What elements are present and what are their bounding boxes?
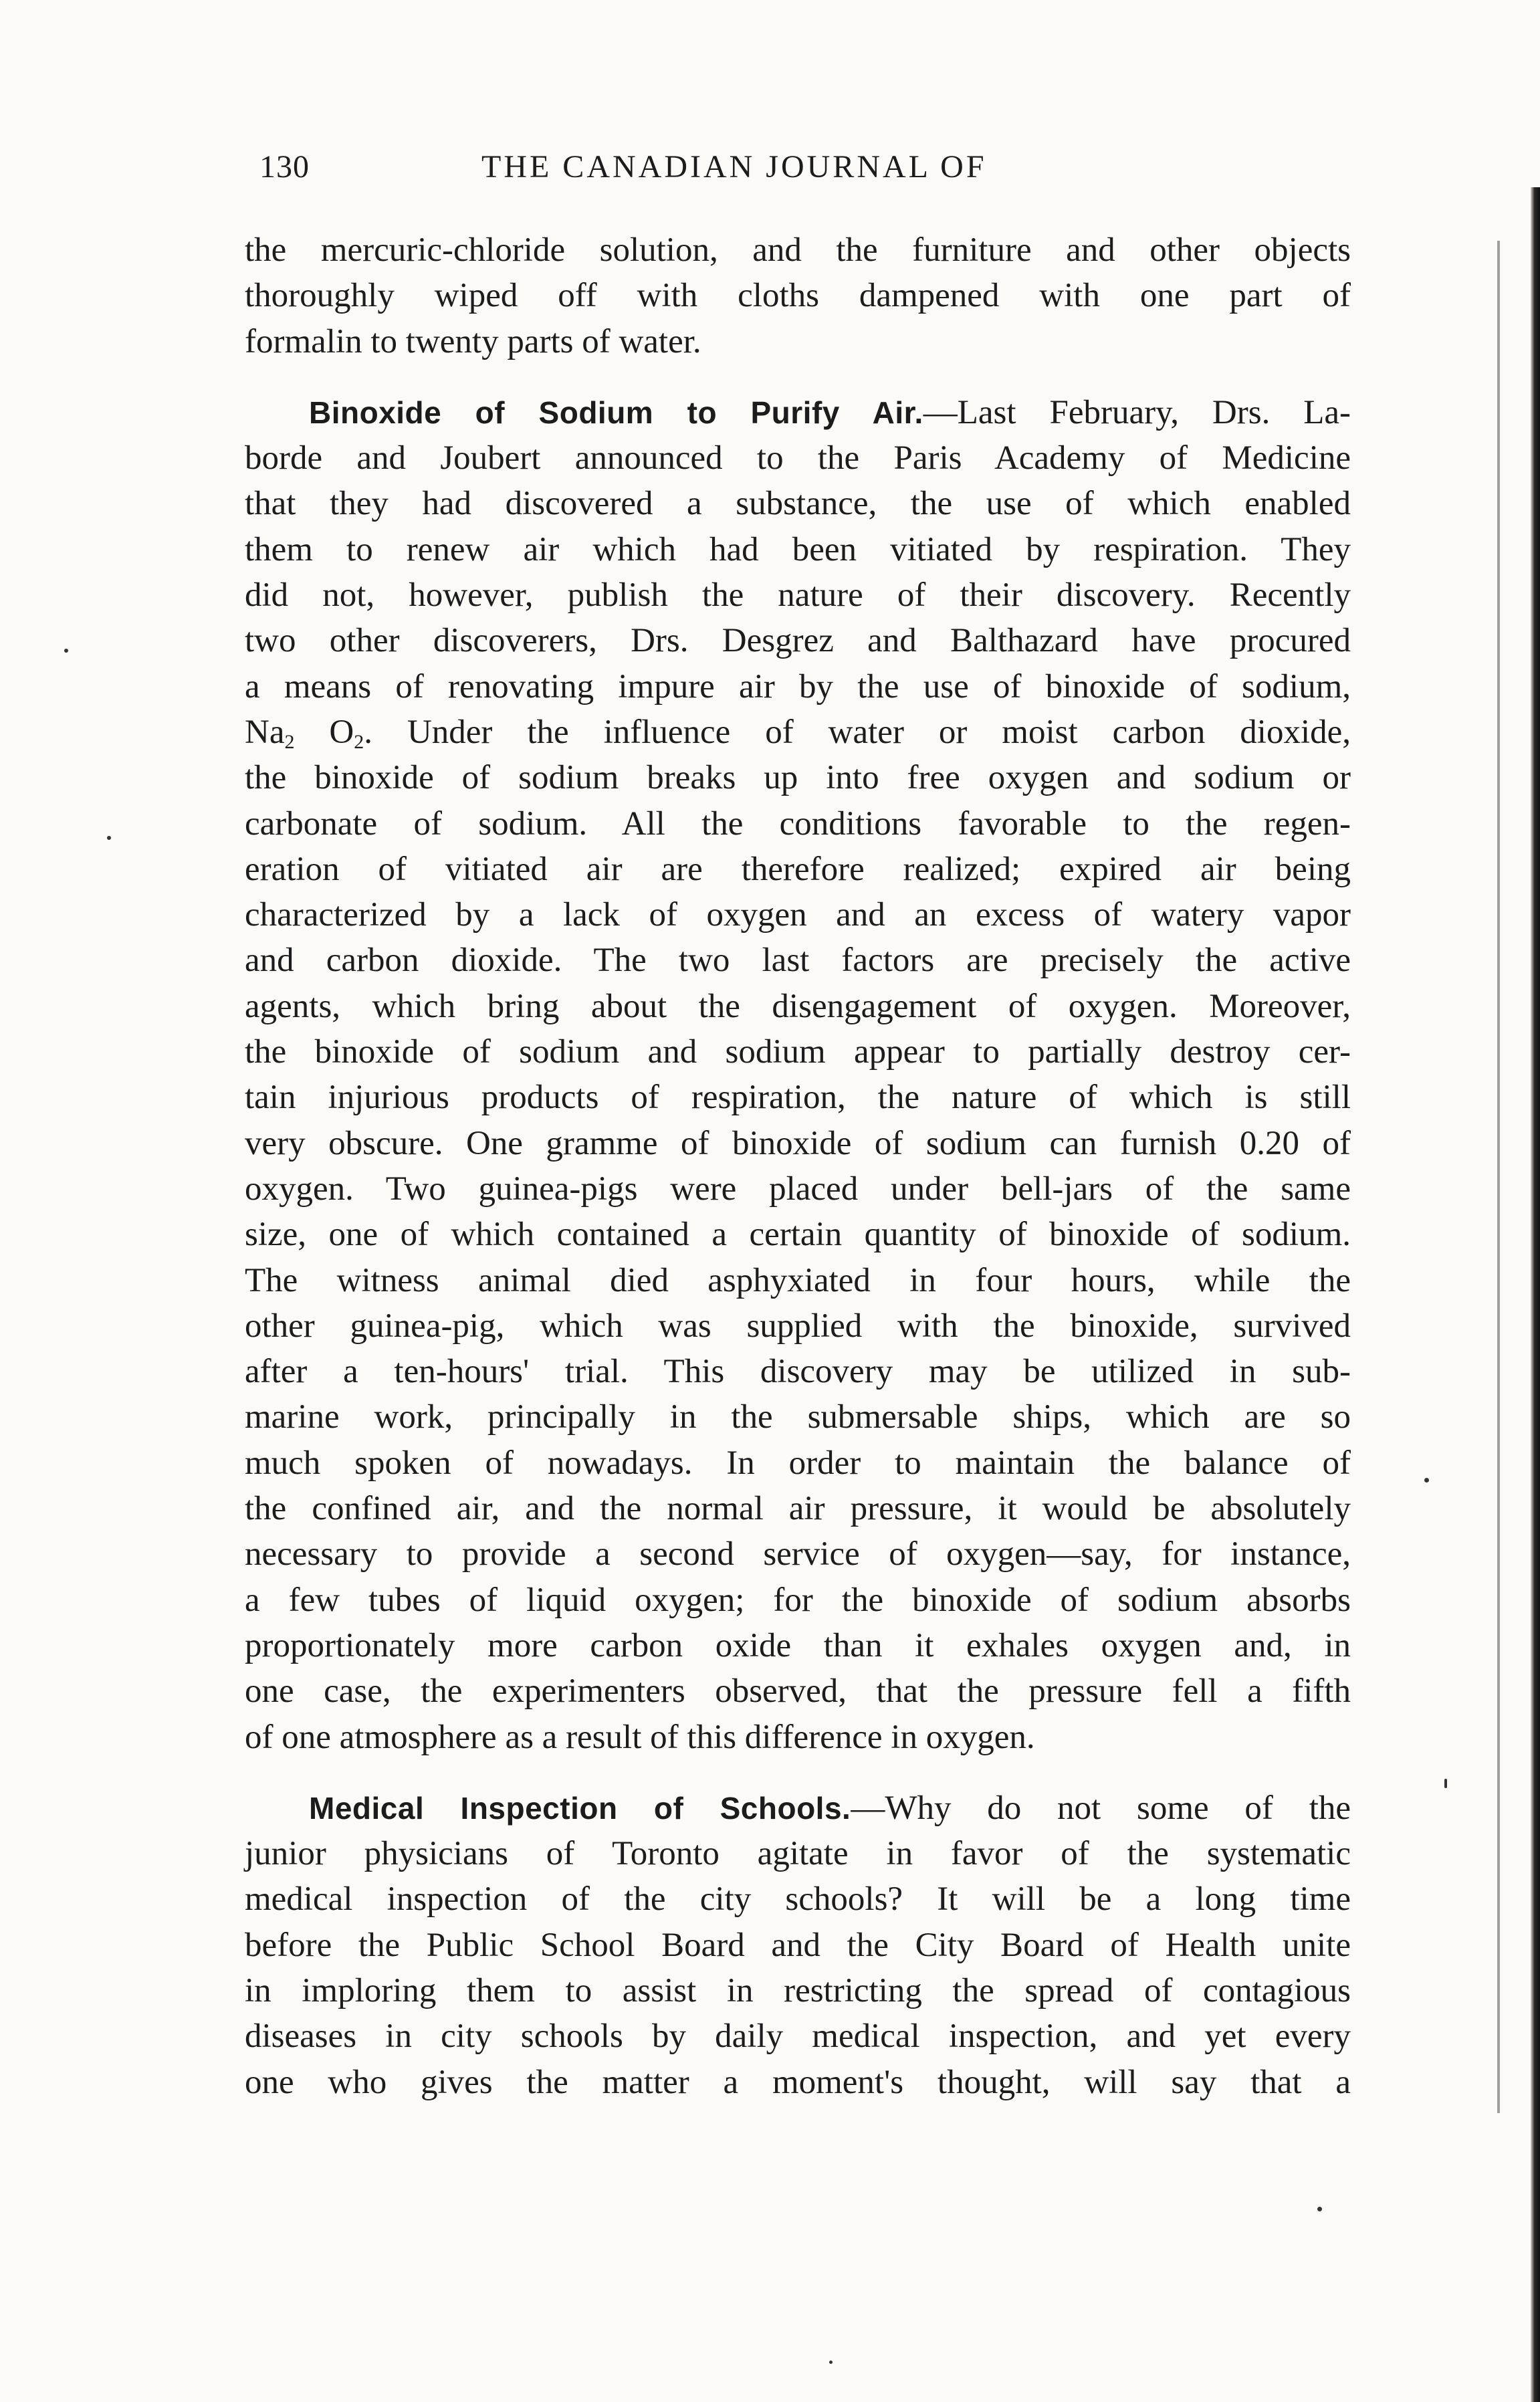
text-line: other guinea-pig, which was supplied with the binoxide, survived bbox=[245, 1307, 1351, 1345]
scan-speck bbox=[107, 836, 111, 840]
scan-speck bbox=[1317, 2207, 1322, 2211]
text-line: tain injurious products of respiration, the nature of which is still bbox=[245, 1079, 1351, 1117]
text-run: —Why do not some of the bbox=[851, 1789, 1351, 1827]
text-line: The witness animal died asphyxiated in four hours, while the bbox=[245, 1261, 1351, 1299]
text-line: marine work, principally in the submersable ships, which are so bbox=[245, 1398, 1351, 1436]
paragraph-medical-inspection bbox=[245, 1785, 1351, 2105]
text-line: necessary to provide a second service of oxygen—say, for instance, bbox=[245, 1535, 1351, 1573]
text-line bbox=[245, 1785, 1351, 1831]
text-line: oxygen. Two guinea-pigs were placed under bell-jars of the same bbox=[245, 1170, 1351, 1208]
text-line: one who gives the matter a moment's thought, will say that a bbox=[245, 2063, 1351, 2101]
text-line: junior physicians of Toronto agitate in favor of the systematic bbox=[245, 1835, 1351, 1873]
text-line-formula bbox=[245, 709, 1351, 755]
text-line: before the Public School Board and the City Board of Health unite bbox=[245, 1926, 1351, 1964]
section-heading-medical-inspection: Medical Inspection of Schools. bbox=[309, 1790, 851, 1826]
text-line: characterized by a lack of oxygen and an excess of watery vapor bbox=[245, 896, 1351, 934]
formula-subscript: 2 bbox=[284, 730, 295, 753]
text-line: one case, the experimenters observed, that the pressure fell a fifth bbox=[245, 1672, 1351, 1711]
text-line: a few tubes of liquid oxygen; for the binoxide of sodium absorbs bbox=[245, 1581, 1351, 1619]
text-line: eration of vitiated air are therefore realized; expired air being bbox=[245, 850, 1351, 888]
article-body bbox=[245, 227, 1351, 2105]
text-line: formalin to twenty parts of water. bbox=[245, 322, 701, 360]
text-line: borde and Joubert announced to the Paris Academy of Medicine bbox=[245, 439, 1351, 477]
text-line: a means of renovating impure air by the use of binoxide of sodium, bbox=[245, 667, 1351, 705]
paragraph-binoxide-of-sodium bbox=[245, 390, 1351, 1760]
page-gutter-shadow bbox=[1497, 241, 1500, 2113]
text-line: the mercuric-chloride solution, and the furniture and other objects bbox=[245, 231, 1351, 269]
text-line: much spoken of nowadays. In order to maintain the balance of bbox=[245, 1444, 1351, 1482]
text-line: carbonate of sodium. All the conditions favorable to the regen- bbox=[245, 804, 1351, 843]
scan-speck bbox=[1444, 1779, 1447, 1788]
text-line: after a ten-hours' trial. This discovery may be utilized in sub- bbox=[245, 1353, 1351, 1391]
text-line: and carbon dioxide. The two last factors are precisely the active bbox=[245, 942, 1351, 980]
text-line: medical inspection of the city schools? It will be a long time bbox=[245, 1880, 1351, 1919]
page-number: 130 bbox=[259, 149, 310, 185]
running-head: THE CANADIAN JOURNAL OF bbox=[481, 149, 987, 185]
text-line: the binoxide of sodium and sodium appear to partially destroy cer- bbox=[245, 1033, 1351, 1071]
text-line: diseases in city schools by daily medical inspection, and yet every bbox=[245, 2017, 1351, 2056]
scan-speck bbox=[1424, 1478, 1429, 1483]
text-line: did not, however, publish the nature of their discovery. Recently bbox=[245, 576, 1351, 615]
formula-na: Na bbox=[245, 713, 285, 751]
text-line: agents, which bring about the disengagement of oxygen. Moreover, bbox=[245, 987, 1351, 1025]
text-line: very obscure. One gramme of binoxide of sodium can furnish 0.20 of bbox=[245, 1124, 1351, 1162]
paragraph-formalin-continuation bbox=[245, 227, 1351, 364]
section-heading-binoxide: Binoxide of Sodium to Purify Air. bbox=[309, 395, 923, 430]
page-binding-edge bbox=[1531, 187, 1540, 2402]
text-line bbox=[245, 390, 1351, 435]
page-header bbox=[241, 148, 1351, 202]
text-run: . Under the influence of water or moist carbon dioxide, bbox=[364, 713, 1351, 751]
text-line: of one atmosphere as a result of this difference in oxygen. bbox=[245, 1718, 1035, 1756]
text-run: —Last February, Drs. La- bbox=[923, 393, 1351, 431]
text-line: in imploring them to assist in restricting the spread of contagious bbox=[245, 1971, 1351, 2009]
text-line: proportionately more carbon oxide than it exhales oxygen and, in bbox=[245, 1626, 1351, 1664]
text-line: them to renew air which had been vitiated by respiration. They bbox=[245, 530, 1351, 568]
formula-subscript: 2 bbox=[354, 730, 364, 753]
text-line: the binoxide of sodium breaks up into free oxygen and sodium or bbox=[245, 759, 1351, 797]
text-line: that they had discovered a substance, the use of which enabled bbox=[245, 485, 1351, 523]
formula-o: O bbox=[294, 713, 354, 751]
text-line: thoroughly wiped off with cloths dampened with one part of bbox=[245, 277, 1351, 315]
scan-speck bbox=[829, 2361, 833, 2364]
text-line: two other discoverers, Drs. Desgrez and Balthazard have procured bbox=[245, 622, 1351, 660]
text-line: size, one of which contained a certain quantity of binoxide of sodium. bbox=[245, 1216, 1351, 1254]
scan-speck bbox=[64, 649, 68, 653]
text-line: the confined air, and the normal air pressure, it would be absolutely bbox=[245, 1490, 1351, 1528]
